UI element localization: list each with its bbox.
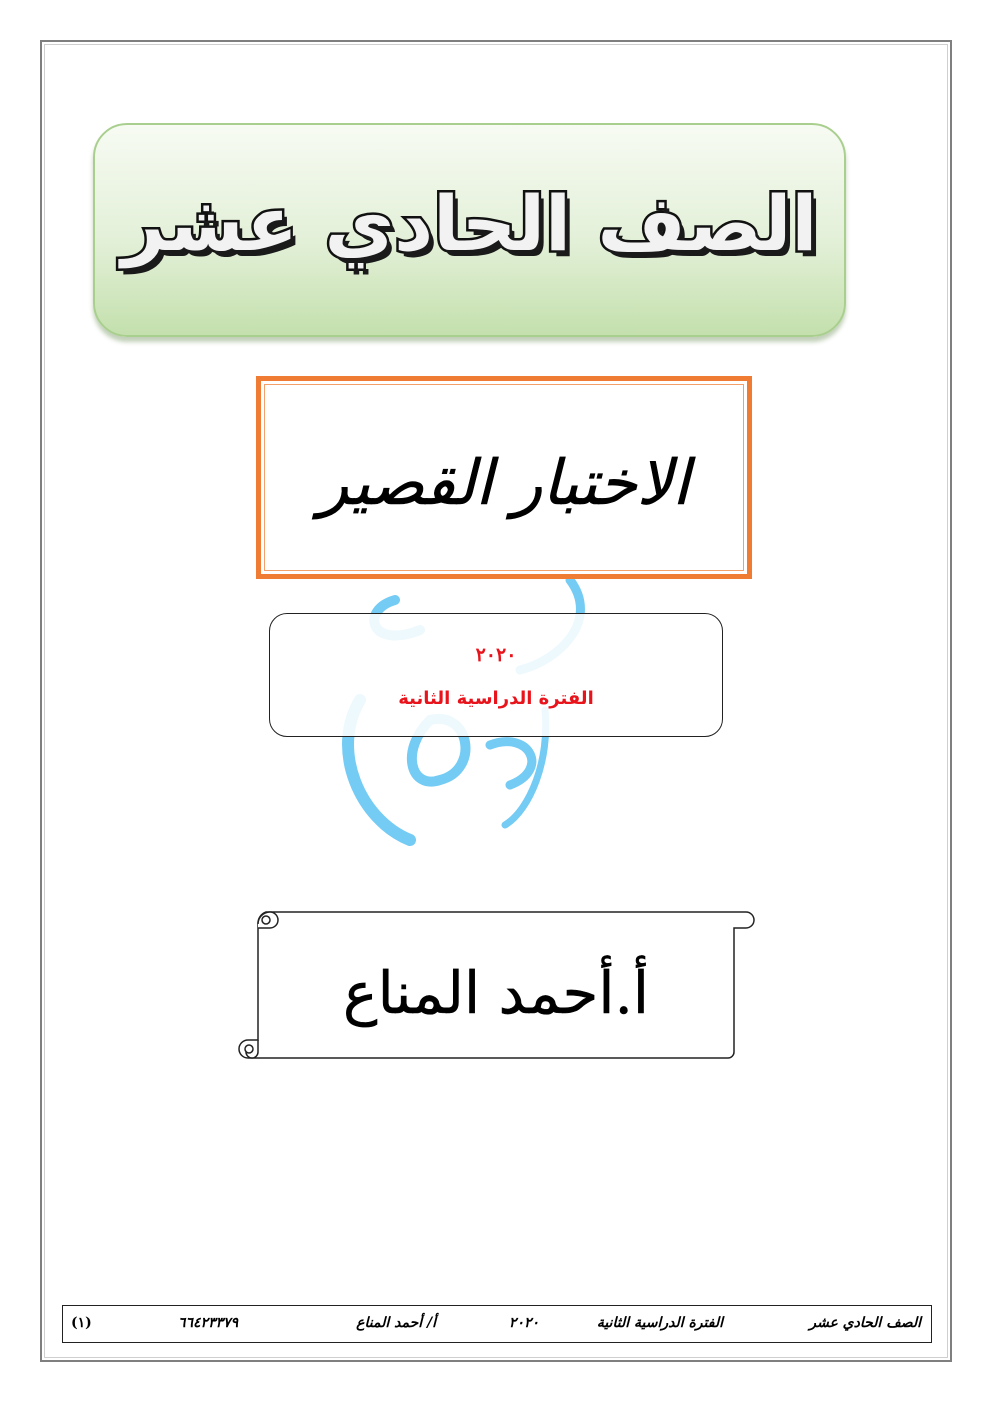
quiz-title: الاختبار القصير [318, 446, 690, 519]
title-banner [93, 123, 846, 337]
quiz-title-frame [256, 376, 752, 579]
teacher-name: أ.أحمد المناع [342, 958, 650, 1027]
footer-phone: ٦٦٤٢٣٣٧٩ [178, 1315, 239, 1331]
term-name: الفترة الدراسية الثانية [398, 688, 594, 709]
term-box [269, 613, 723, 737]
term-year: ٢٠٢٠ [475, 644, 517, 666]
footer-bar [62, 1305, 932, 1343]
footer-year: ٢٠٢٠ [508, 1315, 539, 1331]
footer-teacher: أ/ أحمد المناع [356, 1315, 436, 1331]
footer-page-number: (١) [71, 1315, 92, 1331]
footer-term: الفترة الدراسية الثانية [596, 1315, 723, 1331]
footer-grade: الصف الحادي عشر [809, 1315, 921, 1331]
page-title: الصف الحادي عشر [121, 178, 818, 268]
